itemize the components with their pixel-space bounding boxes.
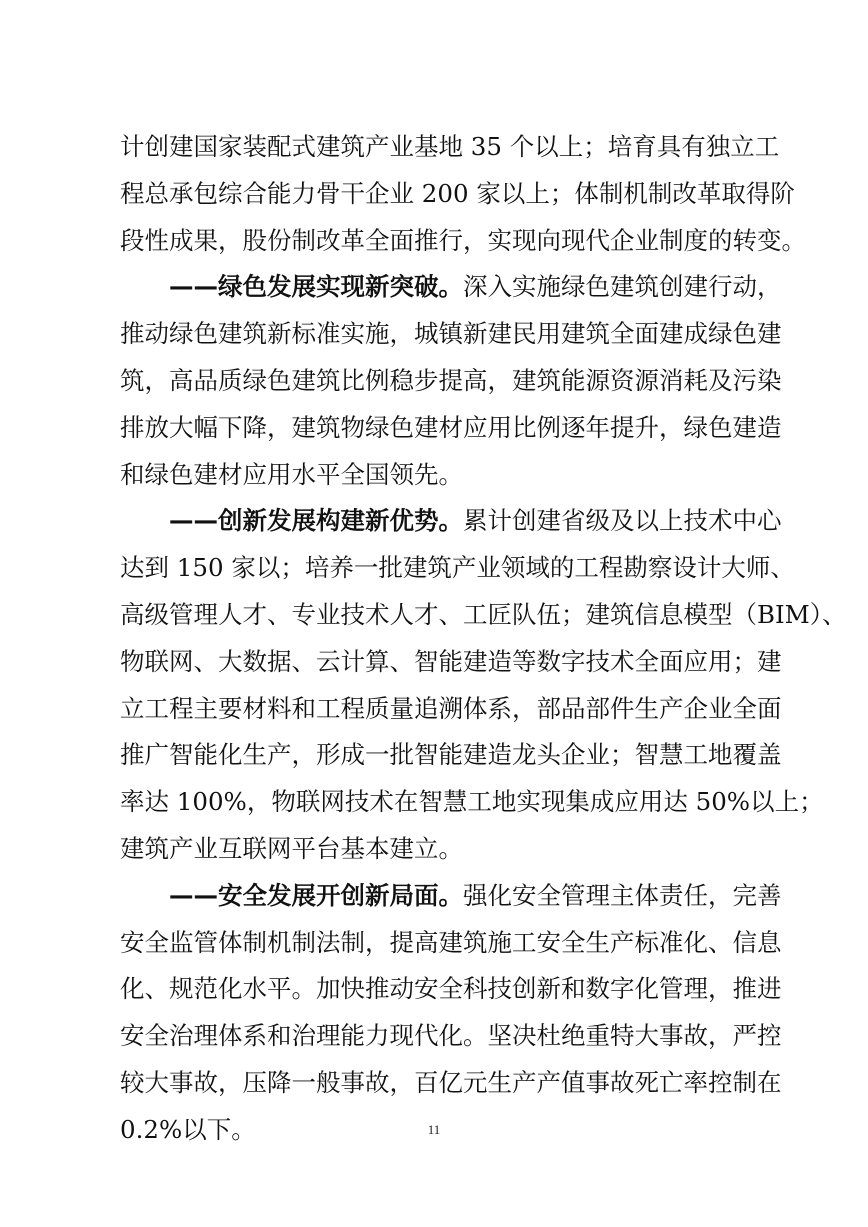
- paragraph-4: [120, 873, 782, 1154]
- text-line: 立工程主要材料和工程质量追溯体系，部品部件生产企业全面: [120, 693, 782, 723]
- text-line: 计创建国家装配式建筑产业基地 35 个以上；培育具有独立工: [120, 132, 780, 161]
- text-line: 建筑产业互联网平台基本建立。: [120, 833, 463, 863]
- text-line: 化、规范化水平。加快推动安全科技创新和数字化管理，推进: [120, 974, 782, 1004]
- text-line: 高级管理人才、专业技术人才、工匠队伍；建筑信息模型（BIM）、: [120, 599, 847, 629]
- paragraph-2: [120, 264, 782, 498]
- text-line: 0.2%以下。: [120, 1114, 256, 1144]
- text-span: 强化安全管理主体责任，完善: [463, 880, 782, 910]
- text-line: 安全监管体制机制法制，提高建筑施工安全生产标准化、信息: [120, 927, 782, 957]
- paragraph-1: [120, 124, 806, 264]
- text-line: 推动绿色建筑新标准实施，城镇新建民用建筑全面建成绿色建: [120, 319, 782, 349]
- text-line: 排放大幅下降，建筑物绿色建材应用比例逐年提升，绿色建造: [120, 412, 782, 442]
- text-span: 累计创建省级及以上技术中心: [463, 506, 782, 536]
- text-line: 率达 100%，物联网技术在智慧工地实现集成应用达 50%以上；: [120, 787, 824, 817]
- text-line: [120, 264, 782, 311]
- text-line: 达到 150 家以；培养一批建筑产业领域的工程勘察设计大师、: [120, 553, 795, 583]
- section-heading-innovation: ——创新发展构建新优势。: [169, 506, 463, 536]
- text-line: 物联网、大数据、云计算、智能建造等数字技术全面应用；建: [120, 646, 782, 676]
- section-heading-green: ——绿色发展实现新突破。: [169, 272, 463, 302]
- text-line: 段性成果，股份制改革全面推行，实现向现代企业制度的转变。: [120, 225, 806, 255]
- page-number: 11: [427, 1122, 441, 1137]
- body-text: [120, 124, 847, 1154]
- text-line: 和绿色建材应用水平全国领先。: [120, 459, 463, 489]
- text-line: 较大事故，压降一般事故，百亿元生产产值事故死亡率控制在: [120, 1067, 782, 1097]
- text-span: 深入实施绿色建筑创建行动，: [463, 272, 782, 302]
- text-line: 程总承包综合能力骨干企业 200 家以上；体制机制改革取得阶: [120, 178, 795, 208]
- text-line: 安全治理体系和治理能力现代化。坚决杜绝重特大事故，严控: [120, 1021, 782, 1051]
- text-line: [120, 873, 782, 920]
- section-heading-safety: ——安全发展开创新局面。: [169, 880, 463, 910]
- text-line: 推广智能化生产，形成一批智能建造龙头企业；智慧工地覆盖: [120, 740, 782, 770]
- text-line: 筑，高品质绿色建筑比例稳步提高，建筑能源资源消耗及污染: [120, 365, 782, 395]
- paragraph-3: [120, 498, 847, 872]
- text-line: [120, 498, 782, 545]
